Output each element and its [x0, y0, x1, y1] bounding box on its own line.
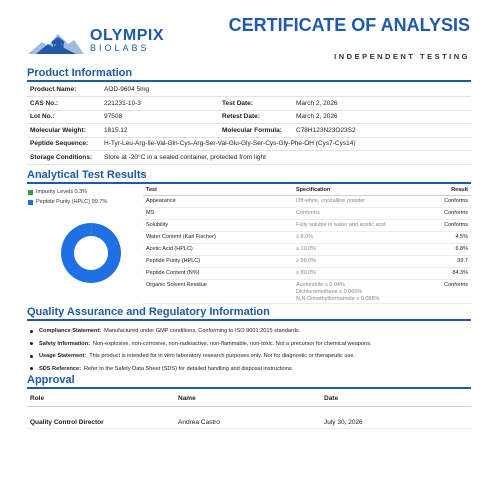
solvent-limit: N,N-Dimethylformamide ≤ 0.088% — [296, 295, 380, 302]
table-row — [143, 243, 471, 255]
table-row — [143, 279, 471, 303]
cas-value: 221231-10-3 — [101, 97, 219, 111]
legend-item-impurity — [28, 187, 107, 197]
test-spec: ≤ 8.0% — [293, 231, 421, 243]
qa-item-label: SDS Reference: — [39, 365, 81, 372]
qa-item-label: Usage Statement: — [39, 353, 87, 360]
test-date-value: March 2, 2026 — [293, 97, 471, 111]
purity-donut-chart — [60, 222, 122, 284]
legend-item-purity — [28, 197, 107, 207]
results-table — [143, 185, 471, 304]
test-name: MS — [143, 207, 293, 219]
legend-label: Impurity Levels 0.3% — [36, 189, 88, 195]
table-row — [27, 83, 471, 97]
column-header-name: Name — [175, 392, 321, 406]
cas-label: CAS No.: — [27, 97, 101, 111]
approver-role: Quality Control Director — [27, 406, 175, 428]
molecular-formula-value: C78H123N23O23S2 — [293, 124, 471, 138]
qa-item-text: Manufactured under GMP conditions, Conforming to ISO 9001:2015 standards. — [104, 328, 301, 335]
qa-item-text: Non-explosive, non-corrosive, non-radioactive, non-flammable, non-toxic. Not a precursor for chemical weapons. — [92, 340, 372, 347]
test-name: Organic Solvent Residue — [143, 279, 293, 303]
list-item — [30, 363, 470, 376]
test-result: 6.8% — [421, 243, 471, 255]
table-row — [143, 231, 471, 243]
table-row — [27, 137, 471, 151]
product-section-title: Product Information — [27, 67, 133, 79]
test-spec: ≥ 80.0% — [293, 267, 421, 279]
document-header — [0, 0, 500, 62]
test-date-label: Test Date: — [219, 97, 293, 111]
mountain-logo-icon — [28, 30, 84, 54]
table-row — [27, 110, 471, 124]
test-name: Peptide Content (N%) — [143, 267, 293, 279]
approval-section-title: Approval — [27, 374, 75, 386]
table-row — [143, 207, 471, 219]
bullet-icon — [30, 330, 33, 333]
column-header-test: Test — [143, 185, 293, 195]
qa-list — [30, 325, 470, 375]
solvent-limit: Dichloromethane ≤ 0.060% — [296, 288, 363, 295]
lot-value: 97508 — [101, 110, 219, 124]
storage-conditions-label: Storage Conditions: — [27, 151, 101, 165]
qa-item-label: Safety Information: — [39, 340, 90, 347]
approval-table — [27, 392, 471, 429]
test-name: Peptide Purity (HPLC) — [143, 255, 293, 267]
test-spec: ≤ 10.0% — [293, 243, 421, 255]
table-row — [27, 406, 471, 428]
table-row — [143, 195, 471, 207]
list-item — [30, 338, 470, 351]
test-spec: Conforms — [293, 207, 421, 219]
qa-item-text: Refer to the Safety Data Sheet (SDS) for detailed handling and disposal instructions. — [83, 365, 294, 372]
test-spec: Fully soluble in water and acetic acid — [293, 219, 421, 231]
molecular-formula-label: Molecular Formula: — [219, 124, 293, 138]
table-row — [143, 219, 471, 231]
solvent-limit: Acetonitrile ≤ 0.04% — [296, 281, 345, 288]
test-name: Water Content (Karl Fischer) — [143, 231, 293, 243]
section-divider — [27, 80, 471, 82]
peptide-sequence-label: Peptide Sequence: — [27, 137, 101, 151]
approval-date: July 30, 2026 — [321, 406, 471, 428]
document-subtitle: INDEPENDENT TESTING — [334, 52, 470, 61]
table-row — [143, 267, 471, 279]
qa-item-label: Compliance Statement: — [39, 328, 102, 335]
test-spec: ≥ 98.0% — [293, 255, 421, 267]
qa-section-title: Quality Assurance and Regulatory Information — [27, 306, 270, 318]
test-name: Appearance — [143, 195, 293, 207]
pie-slice-purity — [61, 223, 121, 283]
table-row — [143, 255, 471, 267]
test-spec — [293, 279, 421, 303]
table-row — [27, 124, 471, 138]
test-result: Conforms — [421, 219, 471, 231]
product-info-table — [27, 83, 471, 165]
test-result: Conforms — [421, 207, 471, 219]
bullet-icon — [30, 367, 33, 370]
list-item — [30, 350, 470, 363]
test-result: Conforms — [421, 279, 471, 303]
bullet-icon — [30, 342, 33, 345]
lot-label: Lot No.: — [27, 110, 101, 124]
results-section-title: Analytical Test Results — [27, 169, 147, 181]
product-name-value: AOD-9604 5mg — [101, 83, 471, 97]
column-header-result: Result — [421, 185, 471, 195]
section-divider — [27, 182, 471, 184]
molecular-weight-value: 1815.12 — [101, 124, 219, 138]
storage-conditions-value: Store at -20°C in a sealed container, protected from light — [101, 151, 471, 165]
column-header-spec: Specification — [293, 185, 421, 195]
product-name-label: Product Name: — [27, 83, 101, 97]
column-header-role: Role — [27, 392, 175, 406]
legend-swatch — [28, 200, 33, 205]
test-result: 84.3% — [421, 267, 471, 279]
document-title: CERTIFICATE OF ANALYSIS — [228, 15, 470, 35]
test-name: Solubility — [143, 219, 293, 231]
bullet-icon — [30, 355, 33, 358]
column-header-date: Date — [321, 392, 471, 406]
section-divider — [27, 387, 471, 389]
test-result: Conforms — [421, 195, 471, 207]
legend-swatch — [28, 190, 33, 195]
brand-name: OLYMPIX — [90, 27, 165, 44]
test-spec: Off-white, crystalline powder — [293, 195, 421, 207]
chart-legend — [28, 187, 107, 207]
peptide-sequence-value: H-Tyr-Leu-Arg-Ile-Val-Gln-Cys-Arg-Ser-Val-Glu-Gly-Ser-Cys-Gly-Phe-OH (Cys7-Cys14) — [101, 137, 471, 151]
table-header-row — [27, 392, 471, 406]
approver-name: Andrea Castro — [175, 406, 321, 428]
legend-label: Peptide Purity (HPLC) 99.7% — [36, 199, 108, 205]
test-name: Acetic Acid (HPLC) — [143, 243, 293, 255]
section-divider — [27, 319, 471, 321]
molecular-weight-label: Molecular Weight: — [27, 124, 101, 138]
table-row — [27, 151, 471, 165]
test-result: 4.5% — [421, 231, 471, 243]
list-item — [30, 325, 470, 338]
test-result: 99.7 — [421, 255, 471, 267]
retest-date-value: March 2, 2026 — [293, 110, 471, 124]
table-row — [27, 97, 471, 111]
qa-item-text: This product is intended for in vitro laboratory research purposes only. Not for diagnostic or therapeutic use. — [89, 353, 355, 360]
retest-date-label: Retest Date: — [219, 110, 293, 124]
brand-subtitle: BIOLABS — [90, 43, 150, 53]
table-header-row — [143, 185, 471, 195]
